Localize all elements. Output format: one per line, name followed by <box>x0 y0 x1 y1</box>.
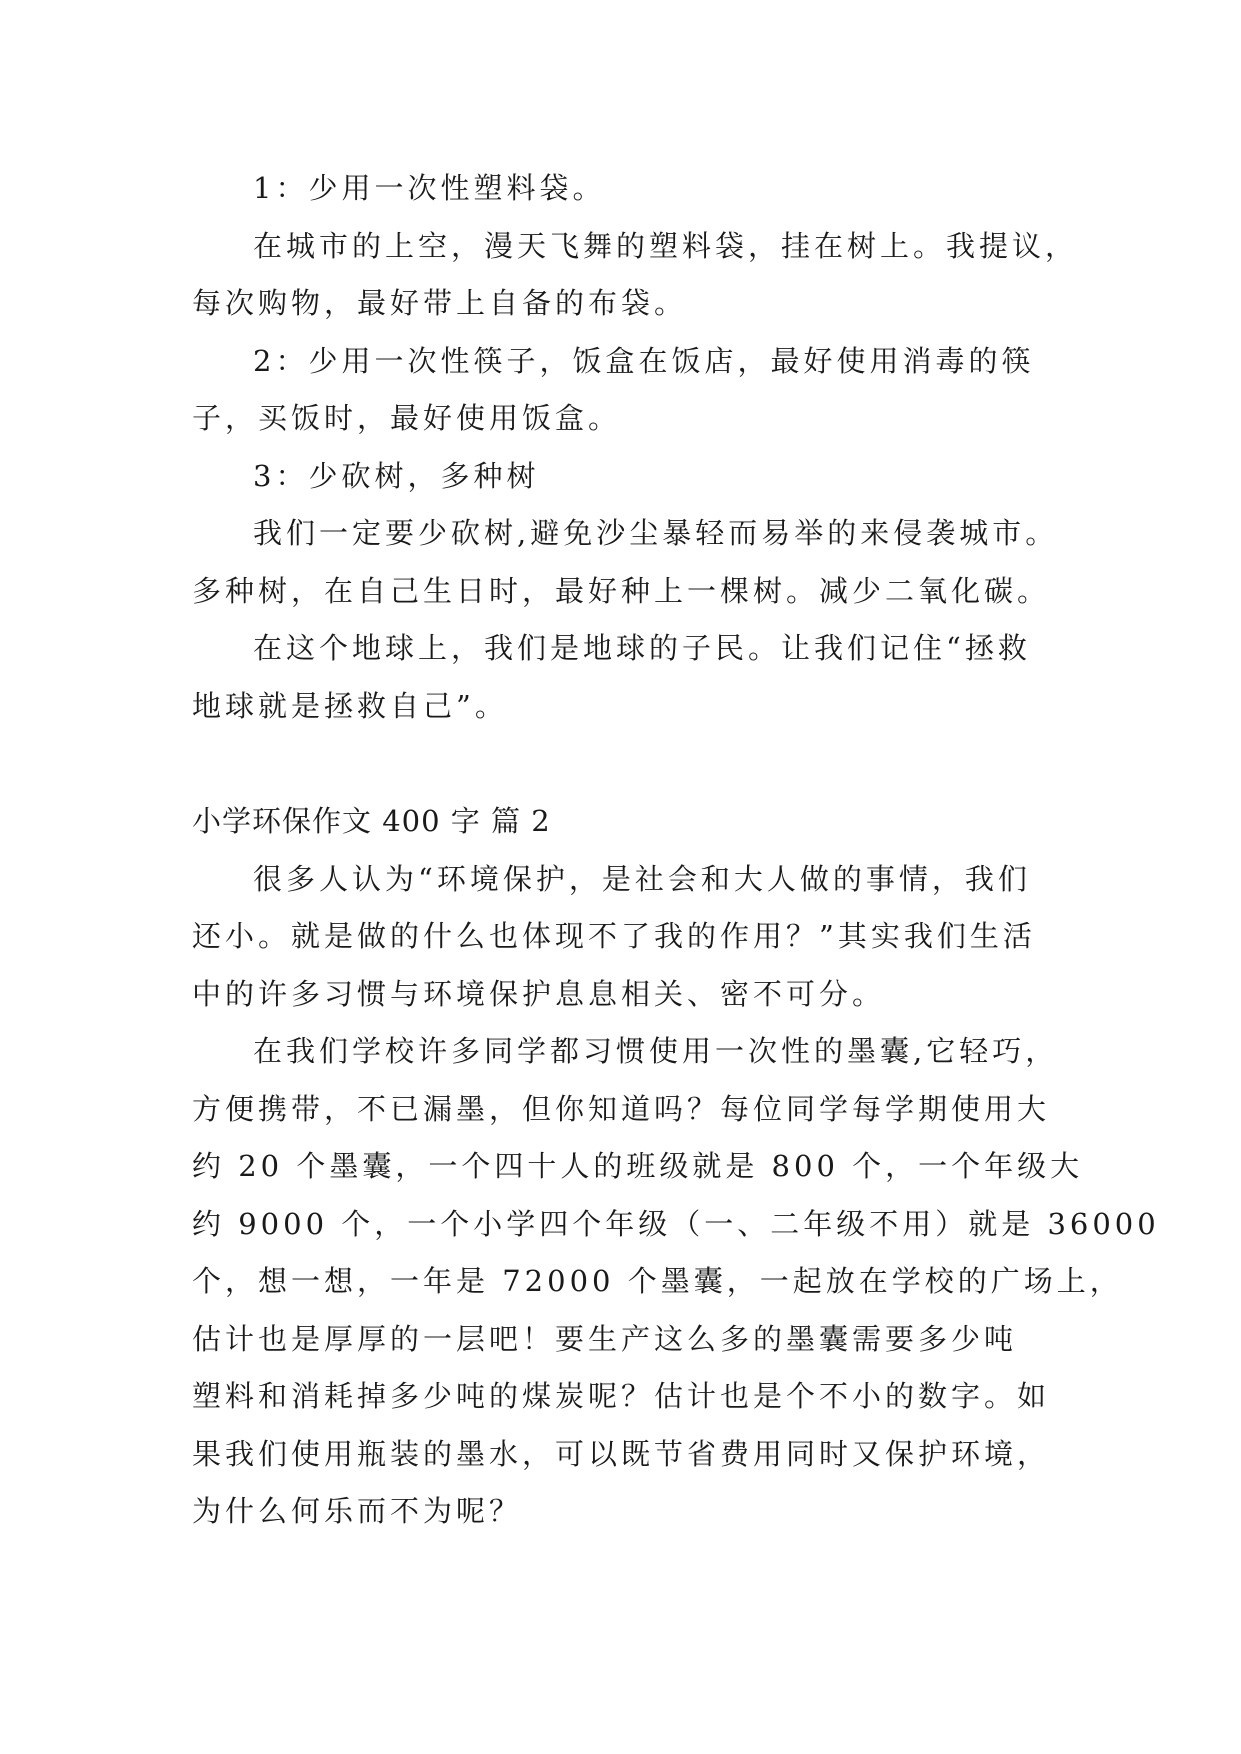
paragraph-line: 果我们使用瓶装的墨水，可以既节省费用同时又保护环境， <box>192 1437 1051 1471</box>
paragraph-line: 在城市的上空，漫天飞舞的塑料袋，挂在树上。我提议， <box>253 229 1079 263</box>
paragraph-line: 还小。就是做的什么也体现不了我的作用？”其实我们生活 <box>192 919 1036 953</box>
section-heading: 小学环保作文 400 字 篇 2 <box>192 804 551 838</box>
paragraph-line: 方便携带，不已漏墨，但你知道吗？每位同学每学期使用大 <box>192 1092 1051 1126</box>
paragraph-line: 约 9000 个，一个小学四个年级（一、二年级不用）就是 36000 <box>192 1207 1160 1241</box>
paragraph-line: 很多人认为“环境保护，是社会和大人做的事情，我们 <box>253 862 1031 896</box>
paragraph-line: 在这个地球上，我们是地球的子民。让我们记住“拯救 <box>253 631 1031 665</box>
paragraph-line: 2：少用一次性筷子，饭盒在饭店，最好使用消毒的筷 <box>253 344 1035 378</box>
paragraph-line: 多种树，在自己生日时，最好种上一棵树。减少二氧化碳。 <box>192 574 1051 608</box>
paragraph-line: 中的许多习惯与环境保护息息相关、密不可分。 <box>192 977 886 1011</box>
paragraph-line: 个，想一想，一年是 72000 个墨囊，一起放在学校的广场上， <box>192 1264 1123 1298</box>
paragraph-line: 1：少用一次性塑料袋。 <box>253 171 606 205</box>
paragraph-line: 3：少砍树，多种树 <box>253 459 540 493</box>
paragraph-line: 为什么何乐而不为呢？ <box>192 1494 523 1528</box>
paragraph-line: 我们一定要少砍树,避免沙尘暴轻而易举的来侵袭城市。 <box>253 516 1059 550</box>
paragraph-line: 子，买饭时，最好使用饭盒。 <box>192 401 622 435</box>
paragraph-line: 地球就是拯救自己”。 <box>192 689 508 723</box>
paragraph-line: 每次购物，最好带上自备的布袋。 <box>192 286 688 320</box>
paragraph-line: 在我们学校许多同学都习惯使用一次性的墨囊,它轻巧， <box>253 1034 1059 1068</box>
paragraph-line: 约 20 个墨囊，一个四十人的班级就是 800 个，一个年级大 <box>192 1149 1084 1183</box>
paragraph-line: 塑料和消耗掉多少吨的煤炭呢？估计也是个不小的数字。如 <box>192 1379 1051 1413</box>
paragraph-line: 估计也是厚厚的一层吧！要生产这么多的墨囊需要多少吨 <box>192 1322 1018 1356</box>
